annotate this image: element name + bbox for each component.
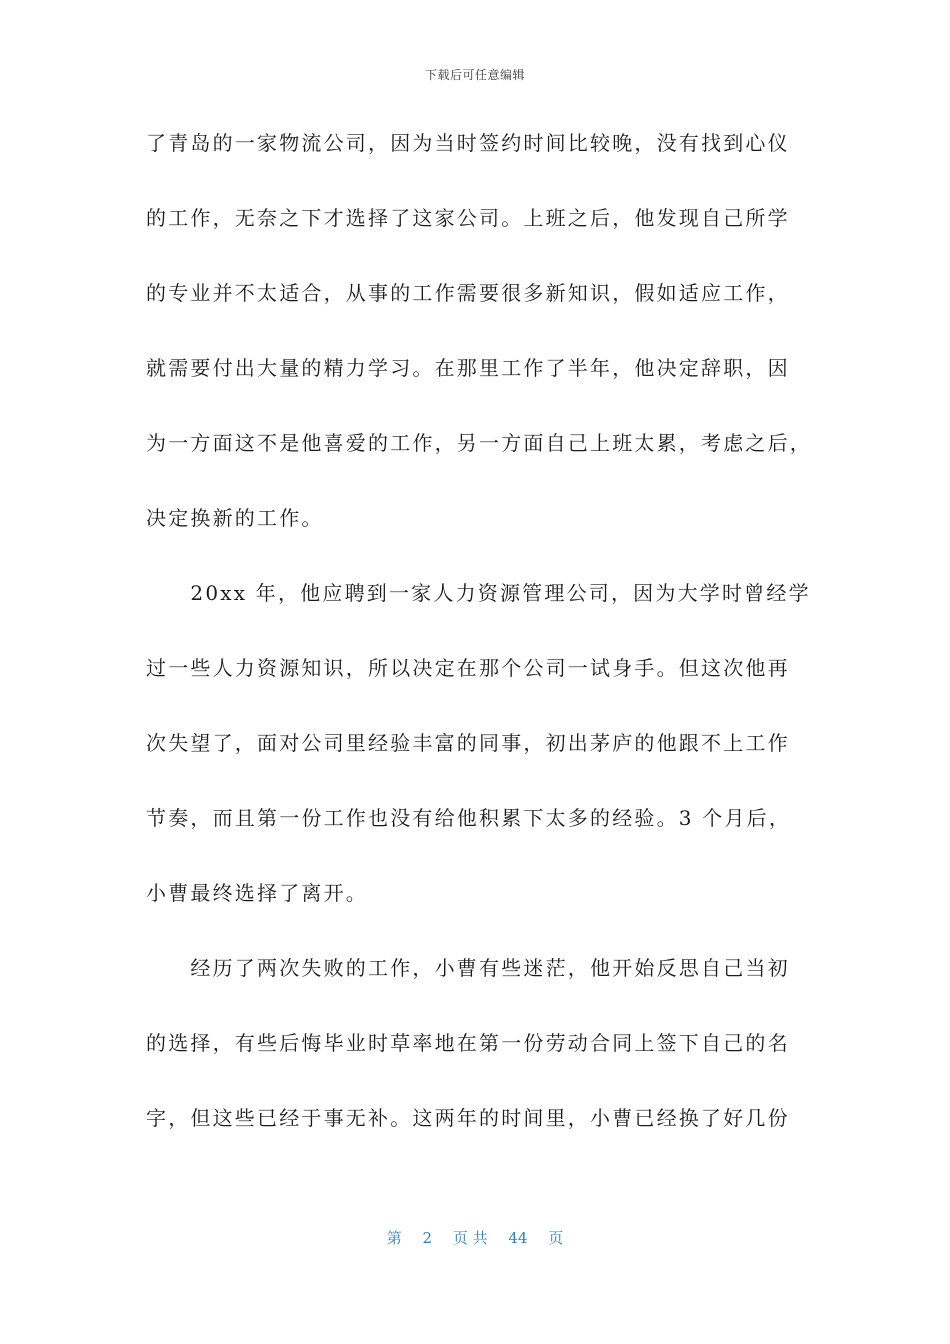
text-line: 20xx 年，他应聘到一家人力资源管理公司，因为大学时曾经学 [146, 581, 811, 605]
text-line: 的工作，无奈之下才选择了这家公司。上班之后，他发现自己所学 [146, 206, 790, 230]
text-line: 经历了两次失败的工作，小曹有些迷茫，他开始反思自己当初 [146, 956, 790, 980]
text-line: 字，但这些已经于事无补。这两年的时间里，小曹已经换了好几份 [146, 1106, 790, 1130]
page-header: 下载后可任意编辑 [424, 68, 525, 82]
text-line: 过一些人力资源知识，所以决定在那个公司一试身手。但这次他再 [146, 656, 790, 680]
text-line: 节奏，而且第一份工作也没有给他积累下太多的经验。3 个月后， [146, 806, 792, 830]
footer-middle: 页 共 [452, 1229, 488, 1247]
footer-suffix: 页 [548, 1229, 564, 1247]
text-line: 次失望了，面对公司里经验丰富的同事，初出茅庐的他跟不上工作 [146, 731, 790, 755]
text-line: 的选择，有些后悔毕业时草率地在第一份劳动合同上签下自己的名 [146, 1031, 790, 1055]
total-pages: 44 [508, 1229, 528, 1247]
text-line: 了青岛的一家物流公司，因为当时签约时间比较晚，没有找到心仪 [146, 131, 790, 155]
text-line: 的专业并不太适合，从事的工作需要很多新知识，假如适应工作， [146, 281, 790, 305]
page-footer [0, 1227, 950, 1248]
text-line: 决定换新的工作。 [146, 506, 324, 530]
body-text [146, 120, 810, 1170]
text-line: 小曹最终选择了离开。 [146, 881, 368, 905]
page-number: 2 [422, 1229, 433, 1247]
footer-prefix: 第 [386, 1229, 402, 1247]
text-line: 为一方面这不是他喜爱的工作，另一方面自己上班太累，考虑之后， [146, 431, 812, 455]
text-line: 就需要付出大量的精力学习。在那里工作了半年，他决定辞职，因 [146, 356, 790, 380]
